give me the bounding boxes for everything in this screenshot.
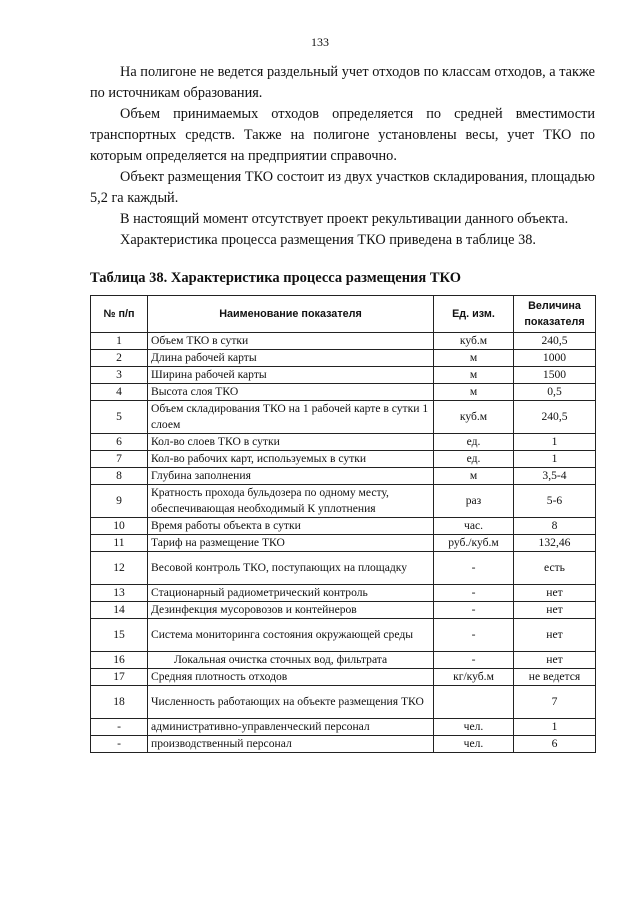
row-number: - bbox=[91, 719, 148, 736]
row-unit: м bbox=[434, 384, 514, 401]
row-value: 7 bbox=[514, 686, 596, 719]
row-number: 17 bbox=[91, 669, 148, 686]
row-unit: - bbox=[434, 585, 514, 602]
row-name: Объем складирования ТКО на 1 рабочей карте в сутки 1 слоем bbox=[148, 401, 434, 434]
row-name: административно-управленческий персонал bbox=[148, 719, 434, 736]
header-value: Величина показателя bbox=[514, 296, 596, 333]
row-name: Кратность прохода бульдозера по одному месту, обеспечивающая необходимый К уплотнения bbox=[148, 485, 434, 518]
row-number: 6 bbox=[91, 434, 148, 451]
row-number: 13 bbox=[91, 585, 148, 602]
row-number: 11 bbox=[91, 535, 148, 552]
characteristics-table bbox=[90, 295, 596, 753]
row-number: 4 bbox=[91, 384, 148, 401]
row-value: нет bbox=[514, 619, 596, 652]
row-value: 3,5-4 bbox=[514, 468, 596, 485]
row-unit: м bbox=[434, 350, 514, 367]
row-number: - bbox=[91, 736, 148, 753]
row-number: 15 bbox=[91, 619, 148, 652]
row-value: есть bbox=[514, 552, 596, 585]
table-header-row bbox=[91, 296, 596, 333]
row-name: Ширина рабочей карты bbox=[148, 367, 434, 384]
row-number: 2 bbox=[91, 350, 148, 367]
table-row bbox=[91, 485, 596, 518]
row-number: 3 bbox=[91, 367, 148, 384]
row-value: 1500 bbox=[514, 367, 596, 384]
row-name: Время работы объекта в сутки bbox=[148, 518, 434, 535]
row-unit bbox=[434, 686, 514, 719]
table-row bbox=[91, 552, 596, 585]
row-value: 5-6 bbox=[514, 485, 596, 518]
row-unit: чел. bbox=[434, 736, 514, 753]
body-text bbox=[90, 62, 595, 251]
row-name: Стационарный радиометрический контроль bbox=[148, 585, 434, 602]
row-unit: - bbox=[434, 602, 514, 619]
row-unit: - bbox=[434, 552, 514, 585]
row-number: 5 bbox=[91, 401, 148, 434]
row-number: 8 bbox=[91, 468, 148, 485]
row-number: 12 bbox=[91, 552, 148, 585]
row-unit: куб.м bbox=[434, 401, 514, 434]
row-unit: кг/куб.м bbox=[434, 669, 514, 686]
paragraph-4: В настоящий момент отсутствует проект рекультивации данного объекта. bbox=[120, 211, 569, 227]
page-number: 133 bbox=[311, 35, 329, 49]
table-row bbox=[91, 669, 596, 686]
row-value: 8 bbox=[514, 518, 596, 535]
row-name: Тариф на размещение ТКО bbox=[148, 535, 434, 552]
table-row bbox=[91, 652, 596, 669]
row-value: 1 bbox=[514, 451, 596, 468]
row-name: Глубина заполнения bbox=[148, 468, 434, 485]
header-unit: Ед. изм. bbox=[434, 296, 514, 333]
table-row bbox=[91, 451, 596, 468]
row-name: Средняя плотность отходов bbox=[148, 669, 434, 686]
row-name: Весовой контроль ТКО, поступающих на площадку bbox=[148, 552, 434, 585]
row-unit: - bbox=[434, 619, 514, 652]
row-value: 0,5 bbox=[514, 384, 596, 401]
row-name: Численность работающих на объекте размещения ТКО bbox=[148, 686, 434, 719]
row-number: 10 bbox=[91, 518, 148, 535]
row-number: 1 bbox=[91, 333, 148, 350]
table-row bbox=[91, 350, 596, 367]
row-value: нет bbox=[514, 652, 596, 669]
header-indicator-name: Наименование показателя bbox=[148, 296, 434, 333]
table-row bbox=[91, 602, 596, 619]
row-name: Длина рабочей карты bbox=[148, 350, 434, 367]
row-number: 7 bbox=[91, 451, 148, 468]
row-unit: руб./куб.м bbox=[434, 535, 514, 552]
table-row bbox=[91, 384, 596, 401]
row-number: 14 bbox=[91, 602, 148, 619]
row-unit: м bbox=[434, 468, 514, 485]
paragraph-5: Характеристика процесса размещения ТКО приведена в таблице 38. bbox=[120, 232, 536, 248]
row-unit: чел. bbox=[434, 719, 514, 736]
row-unit: час. bbox=[434, 518, 514, 535]
table-row bbox=[91, 401, 596, 434]
table-row bbox=[91, 686, 596, 719]
table-row bbox=[91, 619, 596, 652]
row-number: 16 bbox=[91, 652, 148, 669]
row-name: Локальная очистка сточных вод, фильтрата bbox=[148, 652, 434, 669]
paragraph-3: Объект размещения ТКО состоит из двух участков складирования, площадью 5,2 га каждый. bbox=[90, 169, 595, 206]
row-unit: м bbox=[434, 367, 514, 384]
table-row bbox=[91, 434, 596, 451]
row-unit: ед. bbox=[434, 451, 514, 468]
table-row bbox=[91, 585, 596, 602]
row-unit: ед. bbox=[434, 434, 514, 451]
row-number: 9 bbox=[91, 485, 148, 518]
row-name: Кол-во слоев ТКО в сутки bbox=[148, 434, 434, 451]
table-row bbox=[91, 367, 596, 384]
row-value: 132,46 bbox=[514, 535, 596, 552]
table-row bbox=[91, 333, 596, 350]
row-name: производственный персонал bbox=[148, 736, 434, 753]
table-row bbox=[91, 518, 596, 535]
row-name: Кол-во рабочих карт, используемых в сутки bbox=[148, 451, 434, 468]
row-value: 1 bbox=[514, 719, 596, 736]
row-value: не ведется bbox=[514, 669, 596, 686]
paragraph-2: Объем принимаемых отходов определяется по средней вместимости транспортных средств. Также на полигоне установлены весы, учет ТКО по которым определяется на предприятии справочно. bbox=[90, 106, 595, 164]
row-unit: раз bbox=[434, 485, 514, 518]
row-value: нет bbox=[514, 585, 596, 602]
row-unit: - bbox=[434, 652, 514, 669]
row-name: Объем ТКО в сутки bbox=[148, 333, 434, 350]
row-name: Высота слоя ТКО bbox=[148, 384, 434, 401]
table-row bbox=[91, 736, 596, 753]
table-caption: Таблица 38. Характеристика процесса размещения ТКО bbox=[90, 270, 461, 286]
row-name: Система мониторинга состояния окружающей среды bbox=[148, 619, 434, 652]
row-value: 240,5 bbox=[514, 333, 596, 350]
row-number: 18 bbox=[91, 686, 148, 719]
header-number: № п/п bbox=[91, 296, 148, 333]
row-value: 6 bbox=[514, 736, 596, 753]
row-value: 1000 bbox=[514, 350, 596, 367]
table-row bbox=[91, 535, 596, 552]
row-value: 240,5 bbox=[514, 401, 596, 434]
table-row bbox=[91, 468, 596, 485]
row-name: Дезинфекция мусоровозов и контейнеров bbox=[148, 602, 434, 619]
row-value: 1 bbox=[514, 434, 596, 451]
row-unit: куб.м bbox=[434, 333, 514, 350]
paragraph-1: На полигоне не ведется раздельный учет отходов по классам отходов, а также по источникам образования. bbox=[90, 64, 595, 101]
table-row bbox=[91, 719, 596, 736]
row-value: нет bbox=[514, 602, 596, 619]
